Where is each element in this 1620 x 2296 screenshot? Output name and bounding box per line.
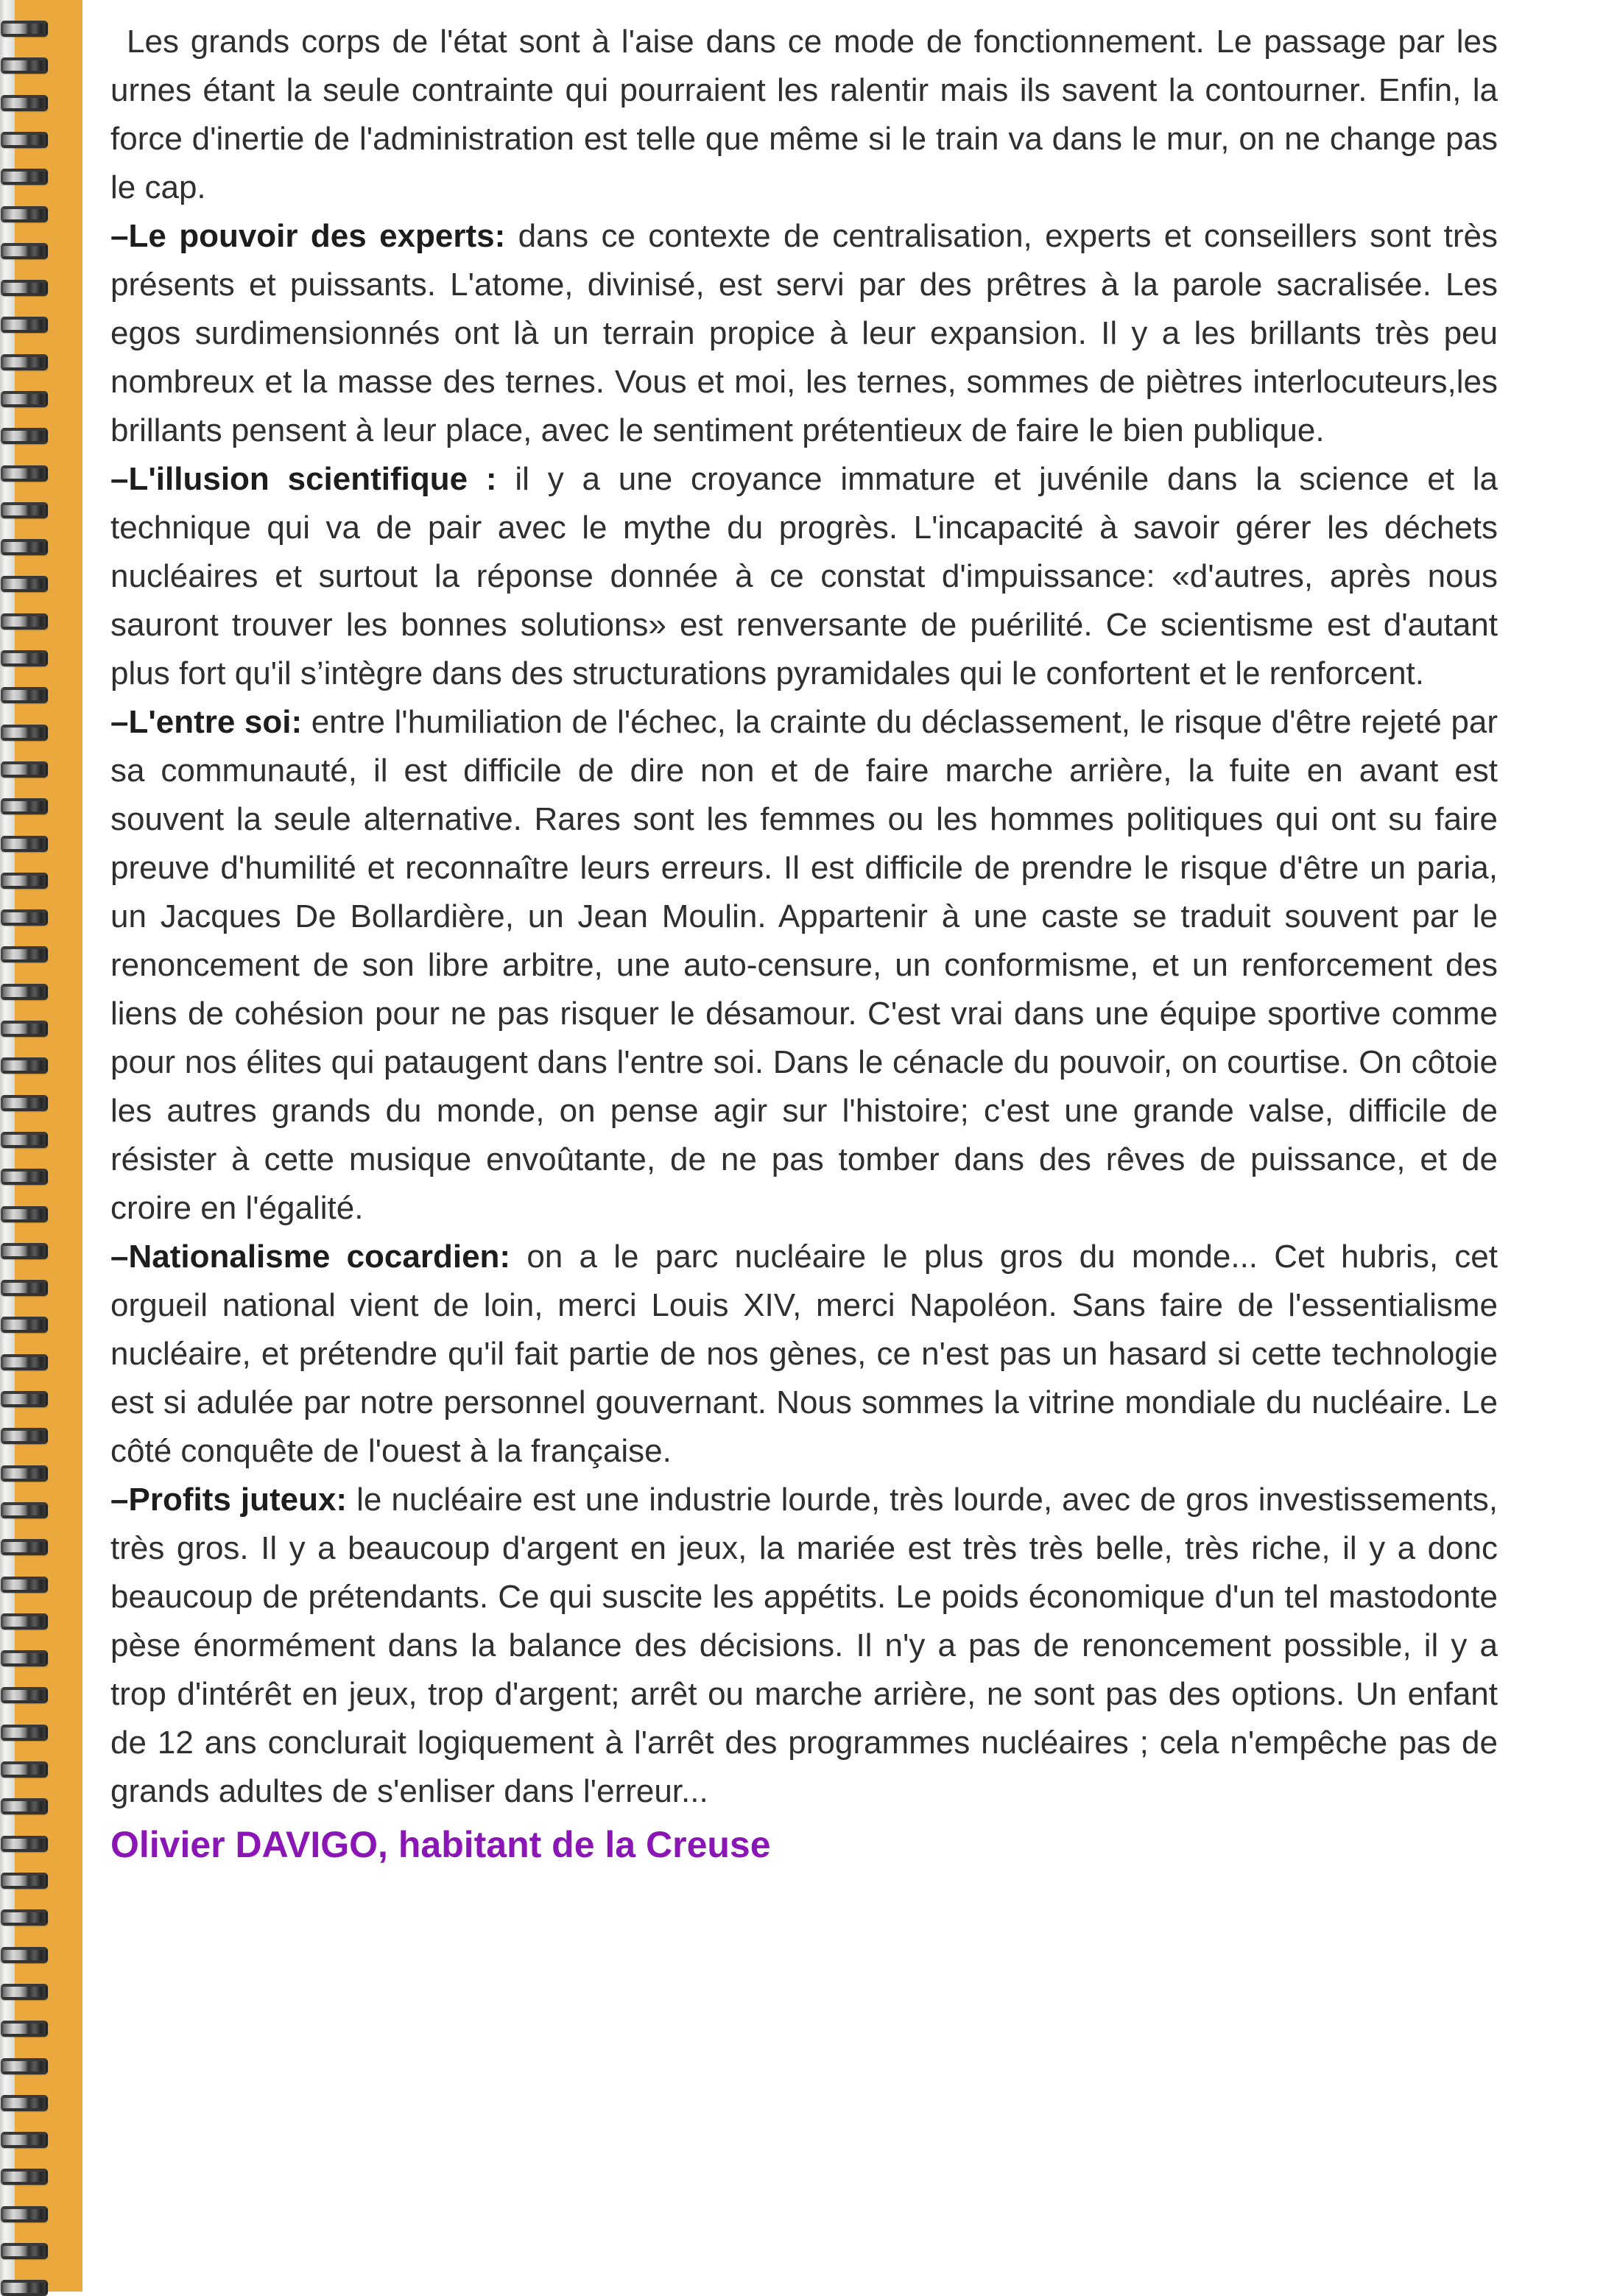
- spiral-ring: [1, 2132, 48, 2148]
- spiral-ring: [1, 132, 48, 148]
- spiral-ring: [1, 576, 48, 592]
- spiral-ring: [1, 1873, 48, 1889]
- spiral-ring: [1, 1465, 48, 1482]
- paragraph-lead: –Profits juteux:: [110, 1482, 348, 1518]
- paragraph-body: dans ce contexte de centralisation, experts et conseillers sont très présents et puissants. L'atome, divinisé, est servi par des prêtres à la parole sacralisée. Les egos surdimensionnés ont là un terrain propice à leur expansion. Il y a les brillants très peu nombreux et la masse des ternes. Vous et moi, les ternes, sommes de piètres interlocuteurs,les brillants pensent à leur place, avec le sentiment prétentieux de faire le bien publique.: [110, 218, 1498, 448]
- spiral-ring: [1, 1984, 48, 2000]
- signature: Olivier DAVIGO, habitant de la Creuse: [110, 1824, 771, 1865]
- spiral-ring: [1, 354, 48, 370]
- spiral-ring: [1, 1613, 48, 1630]
- spiral-ring: [1, 761, 48, 778]
- spiral-ring: [1, 95, 48, 111]
- spiral-ring: [1, 428, 48, 444]
- spiral-ring: [1, 539, 48, 555]
- spiral-ring: [1, 1354, 48, 1370]
- spiral-ring: [1, 465, 48, 482]
- paragraph-body: on a le parc nucléaire le plus gros du monde... Cet hubris, cet orgueil national vient de loin, merci Louis XIV, merci Napoléon. Sans faire de l'essentialisme nucléaire, et prétendre qu'il fait partie de nos gènes, ce n'est pas un hasard si cette technologie est si adulée par notre personnel gouvernant. Nous sommes la vitrine mondiale du nucléaire. Le côté conquête de l'ouest à la française.: [110, 1239, 1498, 1469]
- paragraph-intro: [110, 18, 1498, 212]
- paragraph-lead: –L'entre soi:: [110, 704, 303, 740]
- spiral-ring: [1, 502, 48, 518]
- spiral-ring: [1, 1057, 48, 1074]
- spiral-ring: [1, 243, 48, 259]
- spiral-ring: [1, 1169, 48, 1185]
- spiral-ring: [1, 873, 48, 889]
- paragraph-nationalisme-cocardien: [110, 1233, 1498, 1476]
- spiral-ring: [1, 1687, 48, 1703]
- spiral-ring: [1, 1502, 48, 1518]
- spiral-ring: [1, 1243, 48, 1259]
- spiral-ring: [1, 2095, 48, 2111]
- spiral-ring: [1, 206, 48, 222]
- spiral-ring: [1, 836, 48, 852]
- spiral-ring: [1, 2206, 48, 2222]
- spiral-ring: [1, 1391, 48, 1407]
- spiral-ring: [1, 1909, 48, 1926]
- spiral-ring: [1, 1725, 48, 1741]
- spiral-ring: [1, 725, 48, 741]
- spiral-ring: [1, 798, 48, 814]
- spiral-ring: [1, 2058, 48, 2074]
- spiral-ring: [1, 613, 48, 630]
- paragraph-pouvoir-des-experts: [110, 212, 1498, 455]
- spiral-ring: [1, 1280, 48, 1296]
- spiral-ring: [1, 1132, 48, 1148]
- spiral-ring: [1, 1650, 48, 1666]
- paragraph-lead: –Nationalisme cocardien:: [110, 1239, 511, 1275]
- spiral-ring: [1, 280, 48, 296]
- spiral-ring: [1, 21, 48, 37]
- spiral-ring: [1, 1947, 48, 1963]
- paragraph-body: Les grands corps de l'état sont à l'aise dans ce mode de fonctionnement. Le passage par les urnes étant la seule contrainte qui pourraient les ralentir mais ils savent la contourner. Enfin, la force d'inertie de l'administration est telle que même si le train va dans le mur, on ne change pas le cap.: [110, 24, 1498, 205]
- spiral-ring: [1, 1428, 48, 1444]
- article-text: [110, 18, 1498, 1869]
- spiral-ring: [1, 317, 48, 333]
- spiral-ring: [1, 946, 48, 962]
- paragraph-profits-juteux: [110, 1476, 1498, 1816]
- paragraph-illusion-scientifique: [110, 455, 1498, 698]
- paragraph-body: le nucléaire est une industrie lourde, très lourde, avec de gros investissements, très gros. Il y a beaucoup d'argent en jeux, la mariée est très très belle, très riche, il y a donc beaucoup de prétendants. Ce qui suscite les appétits. Le poids économique d'un tel mastodonte pèse énormément dans la balance des décisions. Il n'y a pas de renoncement possible, il y a trop d'intérêt en jeux, trop d'argent; arrêt ou marche arrière, ne sont pas des options. Un enfant de 12 ans conclurait logiquement à l'arrêt des programmes nucléaires ; cela n'empêche pas de grands adultes de s'enliser dans l'erreur...: [110, 1482, 1498, 1809]
- spiral-ring: [1, 687, 48, 703]
- spiral-ring: [1, 57, 48, 74]
- paragraph-body: entre l'humiliation de l'échec, la crainte du déclassement, le risque d'être rejeté par sa communauté, il est difficile de dire non et de faire marche arrière, la fuite en avant est souvent la seule alternative. Rares sont les femmes ou les hommes politiques qui ont su faire preuve d'humilité et reconnaître leurs erreurs. Il est difficile de prendre le risque d'être un paria, un Jacques De Bollardière, un Jean Moulin. Appartenir à une caste se traduit souvent par le renoncement de son libre arbitre, une auto-censure, un conformisme, et un renforcement des liens de cohésion pour ne pas risquer le désamour. C'est vrai dans une équipe sportive comme pour nos élites qui pataugent dans l'entre soi. Dans le cénacle du pouvoir, on courtise. On côtoie les autres grands du monde, on pense agir sur l'histoire; c'est une grande valse, difficile de résister à cette musique envoûtante, de ne pas tomber dans des rêves de puissance, et de croire en l'égalité.: [110, 704, 1498, 1226]
- paragraph-lead: –L'illusion scientifique :: [110, 461, 497, 497]
- spiral-ring: [1, 2021, 48, 2037]
- paragraph-entre-soi: [110, 698, 1498, 1233]
- spiral-ring: [1, 909, 48, 926]
- spiral-ring: [1, 984, 48, 1000]
- spiral-ring: [1, 1539, 48, 1555]
- spiral-ring: [1, 391, 48, 407]
- spiral-binding: [0, 0, 59, 2292]
- spiral-ring: [1, 2243, 48, 2259]
- spiral-ring: [1, 1021, 48, 1037]
- spiral-ring: [1, 1095, 48, 1111]
- spiral-ring: [1, 1761, 48, 1778]
- spiral-ring: [1, 2280, 48, 2296]
- paragraph-lead: –Le pouvoir des experts:: [110, 218, 506, 254]
- spiral-ring: [1, 169, 48, 185]
- spiral-ring: [1, 1836, 48, 1852]
- spiral-ring: [1, 650, 48, 666]
- spiral-ring: [1, 1317, 48, 1333]
- spiral-ring: [1, 1206, 48, 1222]
- spiral-ring: [1, 2169, 48, 2185]
- spiral-ring: [1, 1577, 48, 1593]
- paragraph-body: il y a une croyance immature et juvénile dans la science et la technique qui va de pair avec le mythe du progrès. L'incapacité à savoir gérer les déchets nucléaires et surtout la réponse donnée à ce constat d'impuissance: «d'autres, après nous sauront trouver les bonnes solutions» est renversante de puérilité. Ce scientisme est d'autant plus fort qu'il s’intègre dans des structurations pyramidales qui le confortent et le renforcent.: [110, 461, 1498, 691]
- spiral-ring: [1, 1798, 48, 1814]
